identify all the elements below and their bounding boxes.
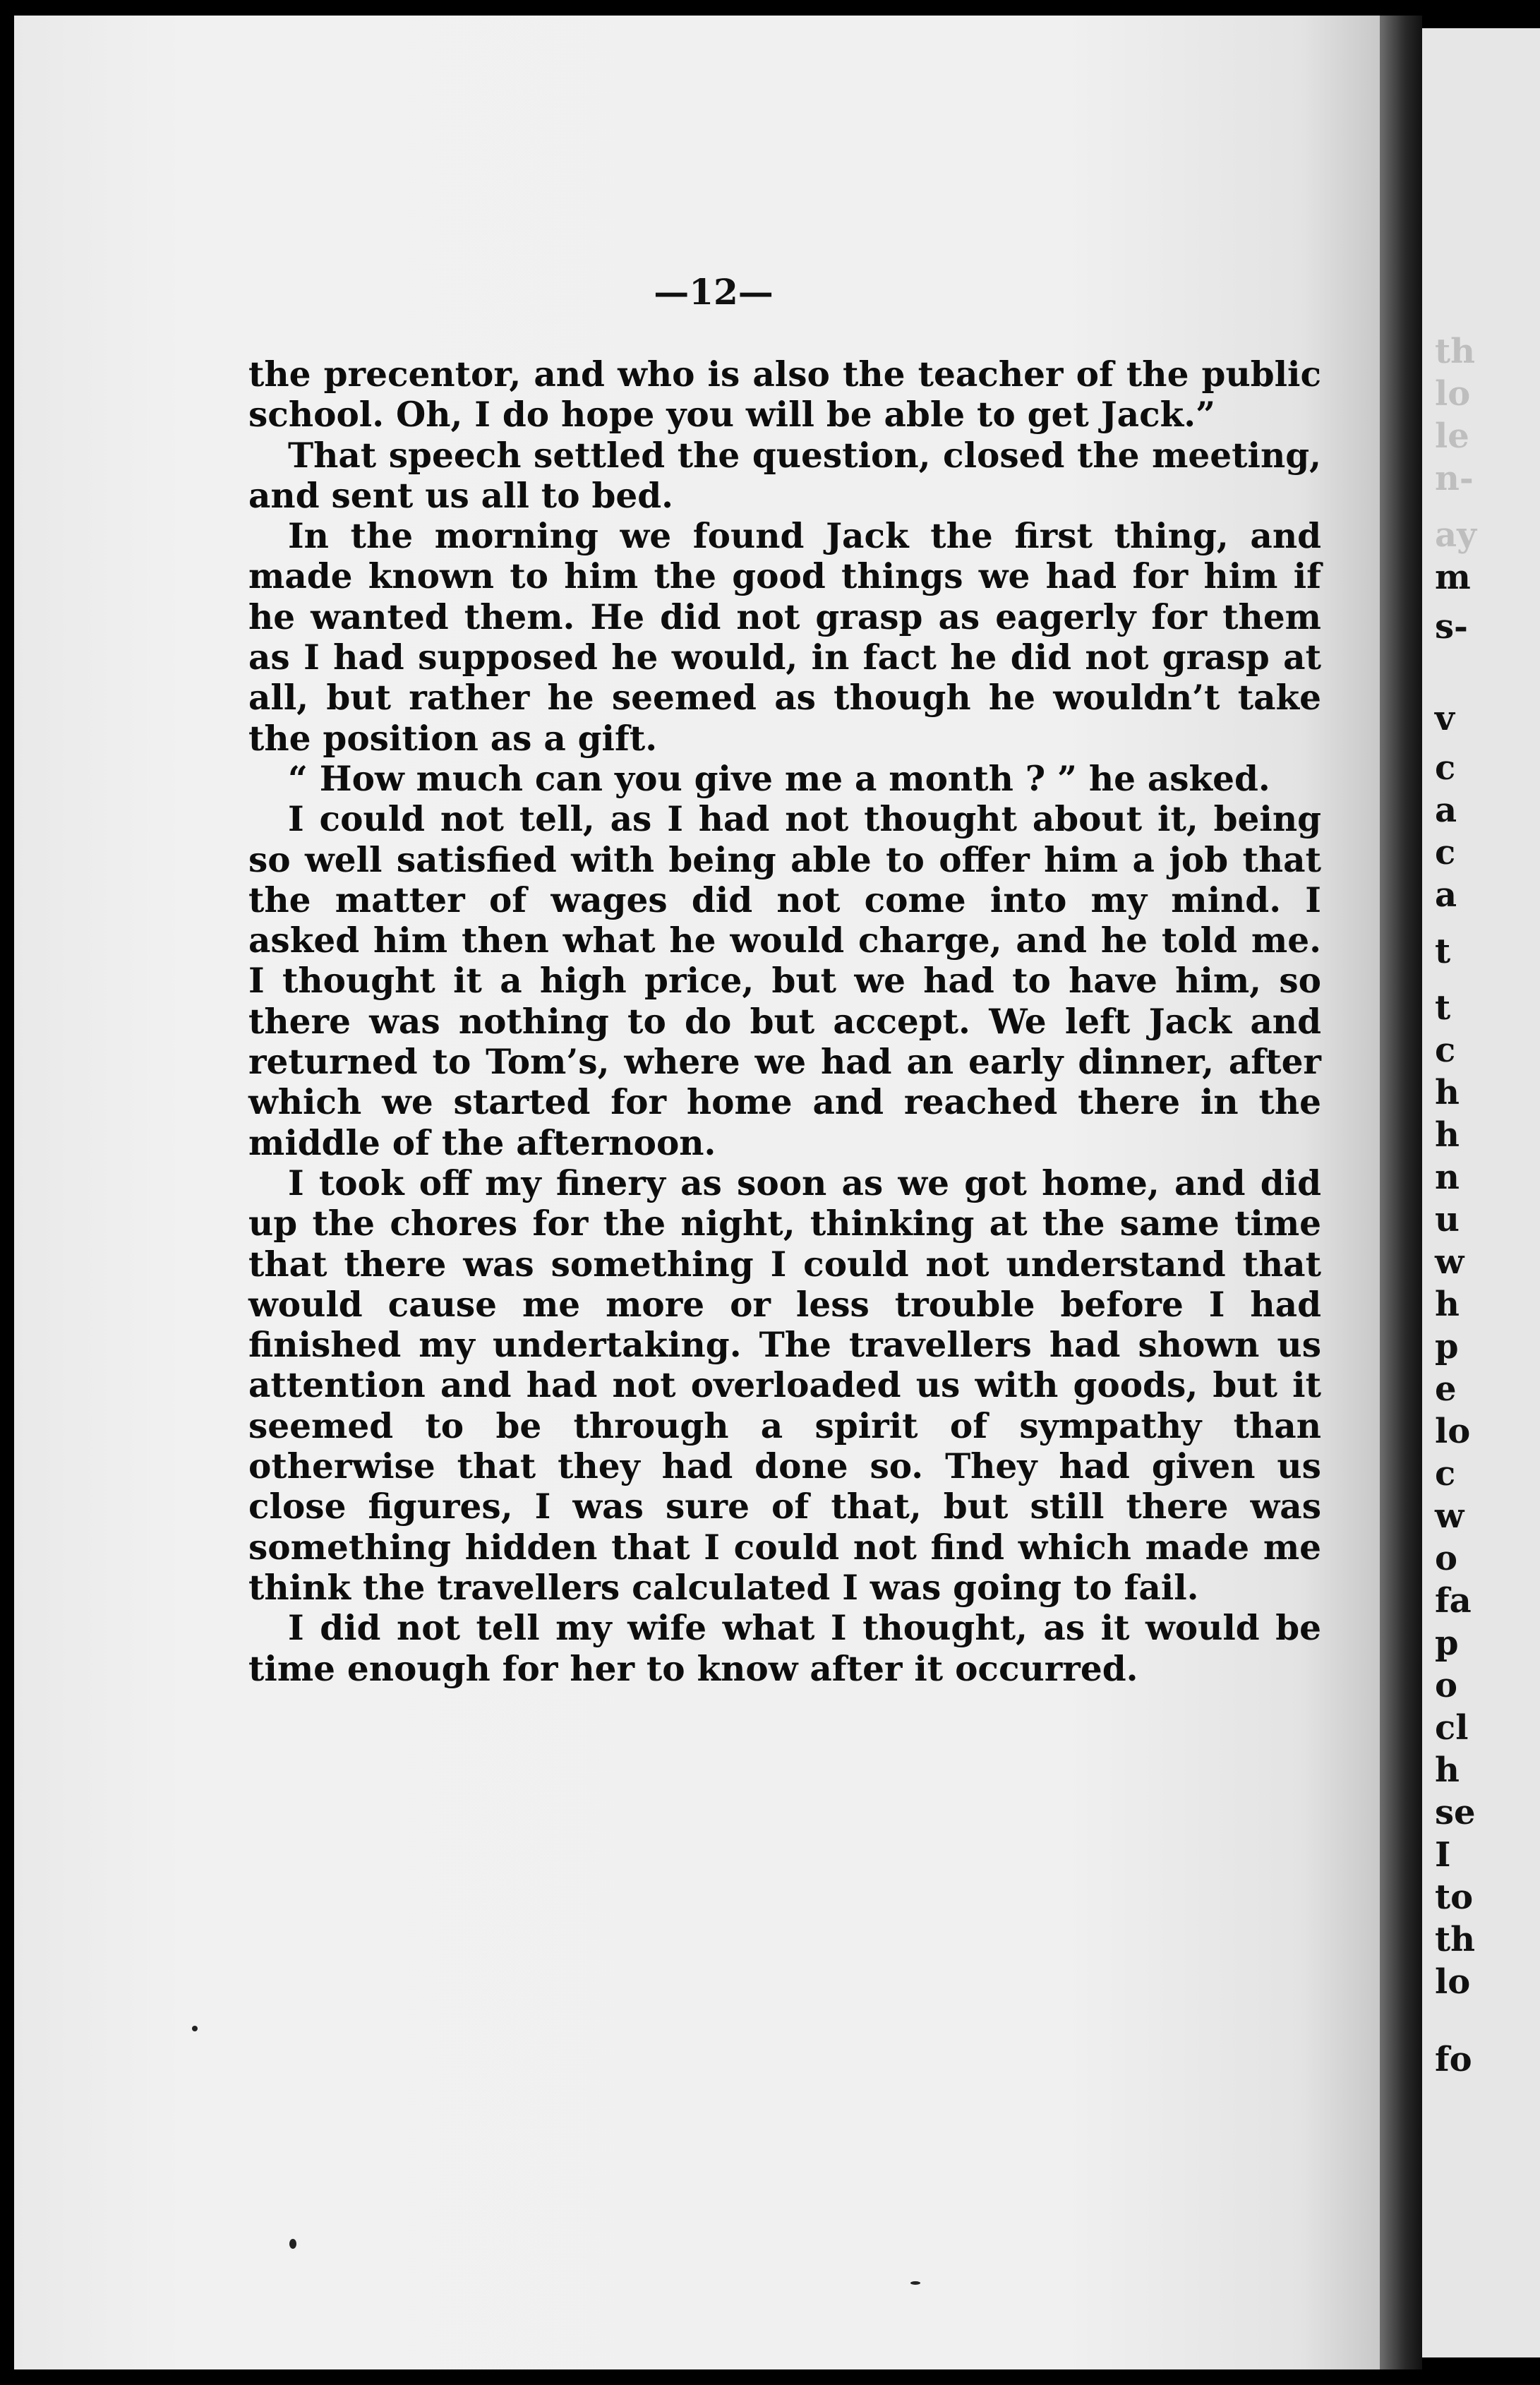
adjacent-page-fragment: e — [1435, 1369, 1457, 1409]
adjacent-page-fragment: n — [1435, 1158, 1460, 1197]
adjacent-page-fragment: se — [1435, 1793, 1476, 1832]
ink-speck — [289, 2239, 296, 2249]
adjacent-page-fragment: n- — [1435, 459, 1474, 498]
adjacent-page-fragment: fa — [1435, 1581, 1472, 1621]
adjacent-page-fragment: a — [1435, 791, 1457, 830]
adjacent-page-fragment: t — [1435, 932, 1451, 971]
ink-speck — [192, 2026, 198, 2031]
adjacent-page-edge — [1422, 28, 1540, 2357]
paragraph-6: I took off my finery as soon as we got home, and did up the chores for the night, thinking at the same time that there was something I could not understand that would cause me more or less trouble before I had finished my undertaking. The travellers had shown us attention and had not overloaded us with goods, but it seemed to be through a spirit of sympathy than otherwise that they had done so. They had given us close figures, I was sure of that, but still there was something hidden that I could not find which made me think the travellers calculated I was going to fail. — [248, 1163, 1321, 1608]
adjacent-page-fragment: t — [1435, 988, 1451, 1028]
adjacent-page-fragment: to — [1435, 1878, 1474, 1917]
adjacent-page-fragment: h — [1435, 1285, 1460, 1324]
paragraph-3: In the morning we found Jack the first thing, and made known to him the good things we had for him if he wanted them. He did not grasp as eagerly for them as I had supposed he would, in fact he did not grasp at all, but rather he seemed as though he wouldn’t take the position as a gift. — [248, 516, 1321, 759]
adjacent-page-fragment: v — [1435, 699, 1455, 738]
paragraph-1: the precentor, and who is also the teacher of the public school. Oh, I do hope you will be able to get Jack.” — [248, 354, 1321, 435]
paragraph-4: “ How much can you give me a month ? ” he asked. — [288, 758, 1270, 799]
adjacent-page-fragment: u — [1435, 1200, 1460, 1239]
adjacent-page-fragment: p — [1435, 1327, 1459, 1366]
adjacent-page-fragment: lo — [1435, 374, 1471, 414]
adjacent-page-fragment: lo — [1435, 1962, 1471, 2002]
adjacent-page-fragment: o — [1435, 1539, 1458, 1578]
page-number: —12— — [654, 271, 774, 313]
adjacent-page-fragment: o — [1435, 1666, 1458, 1705]
adjacent-page-fragment: m — [1435, 558, 1471, 597]
ink-speck — [910, 2281, 920, 2285]
body-text — [248, 354, 1321, 1689]
paragraph-2: That speech settled the question, closed the meeting, and sent us all to bed. — [248, 435, 1321, 516]
adjacent-page-fragment: a — [1435, 875, 1457, 915]
adjacent-page-fragment: c — [1435, 748, 1456, 788]
adjacent-page-fragment: fo — [1435, 2040, 1472, 2079]
paragraph-5: I could not tell, as I had not thought about it, being so well satisfied with being able to offer him a job that the matter of wages did not come into my mind. I asked him then what he would charge, and he told me. I thought it a high price, but we had to have him, so there was nothing to do but accept. We left Jack and returned to Tom’s, where we had an early dinner, after which we started for home and reached there in the middle of the afternoon. — [248, 799, 1321, 1163]
adjacent-page-fragment: h — [1435, 1750, 1460, 1790]
adjacent-page-fragment: lo — [1435, 1412, 1471, 1451]
adjacent-page-fragment: c — [1435, 1031, 1456, 1070]
adjacent-page-fragment: w — [1435, 1242, 1464, 1282]
adjacent-page-fragment: th — [1435, 332, 1476, 371]
adjacent-page-fragment: th — [1435, 1920, 1476, 1959]
adjacent-page-fragment: p — [1435, 1623, 1459, 1663]
adjacent-page-fragment: cl — [1435, 1708, 1469, 1748]
adjacent-page-fragment: w — [1435, 1496, 1464, 1536]
adjacent-page-fragment: s- — [1435, 607, 1468, 647]
book-spine-shadow — [1380, 16, 1422, 2369]
book-page — [14, 16, 1413, 2369]
paragraph-7: I did not tell my wife what I thought, as it would be time enough for her to know after it occurred. — [248, 1608, 1321, 1689]
adjacent-page-fragment: ay — [1435, 515, 1476, 555]
adjacent-page-fragment: c — [1435, 833, 1456, 872]
adjacent-page-fragment: h — [1435, 1073, 1460, 1112]
adjacent-page-fragment: h — [1435, 1115, 1460, 1155]
adjacent-page-fragment: le — [1435, 416, 1469, 456]
adjacent-page-fragment: c — [1435, 1454, 1456, 1494]
adjacent-page-fragment: I — [1435, 1835, 1451, 1875]
